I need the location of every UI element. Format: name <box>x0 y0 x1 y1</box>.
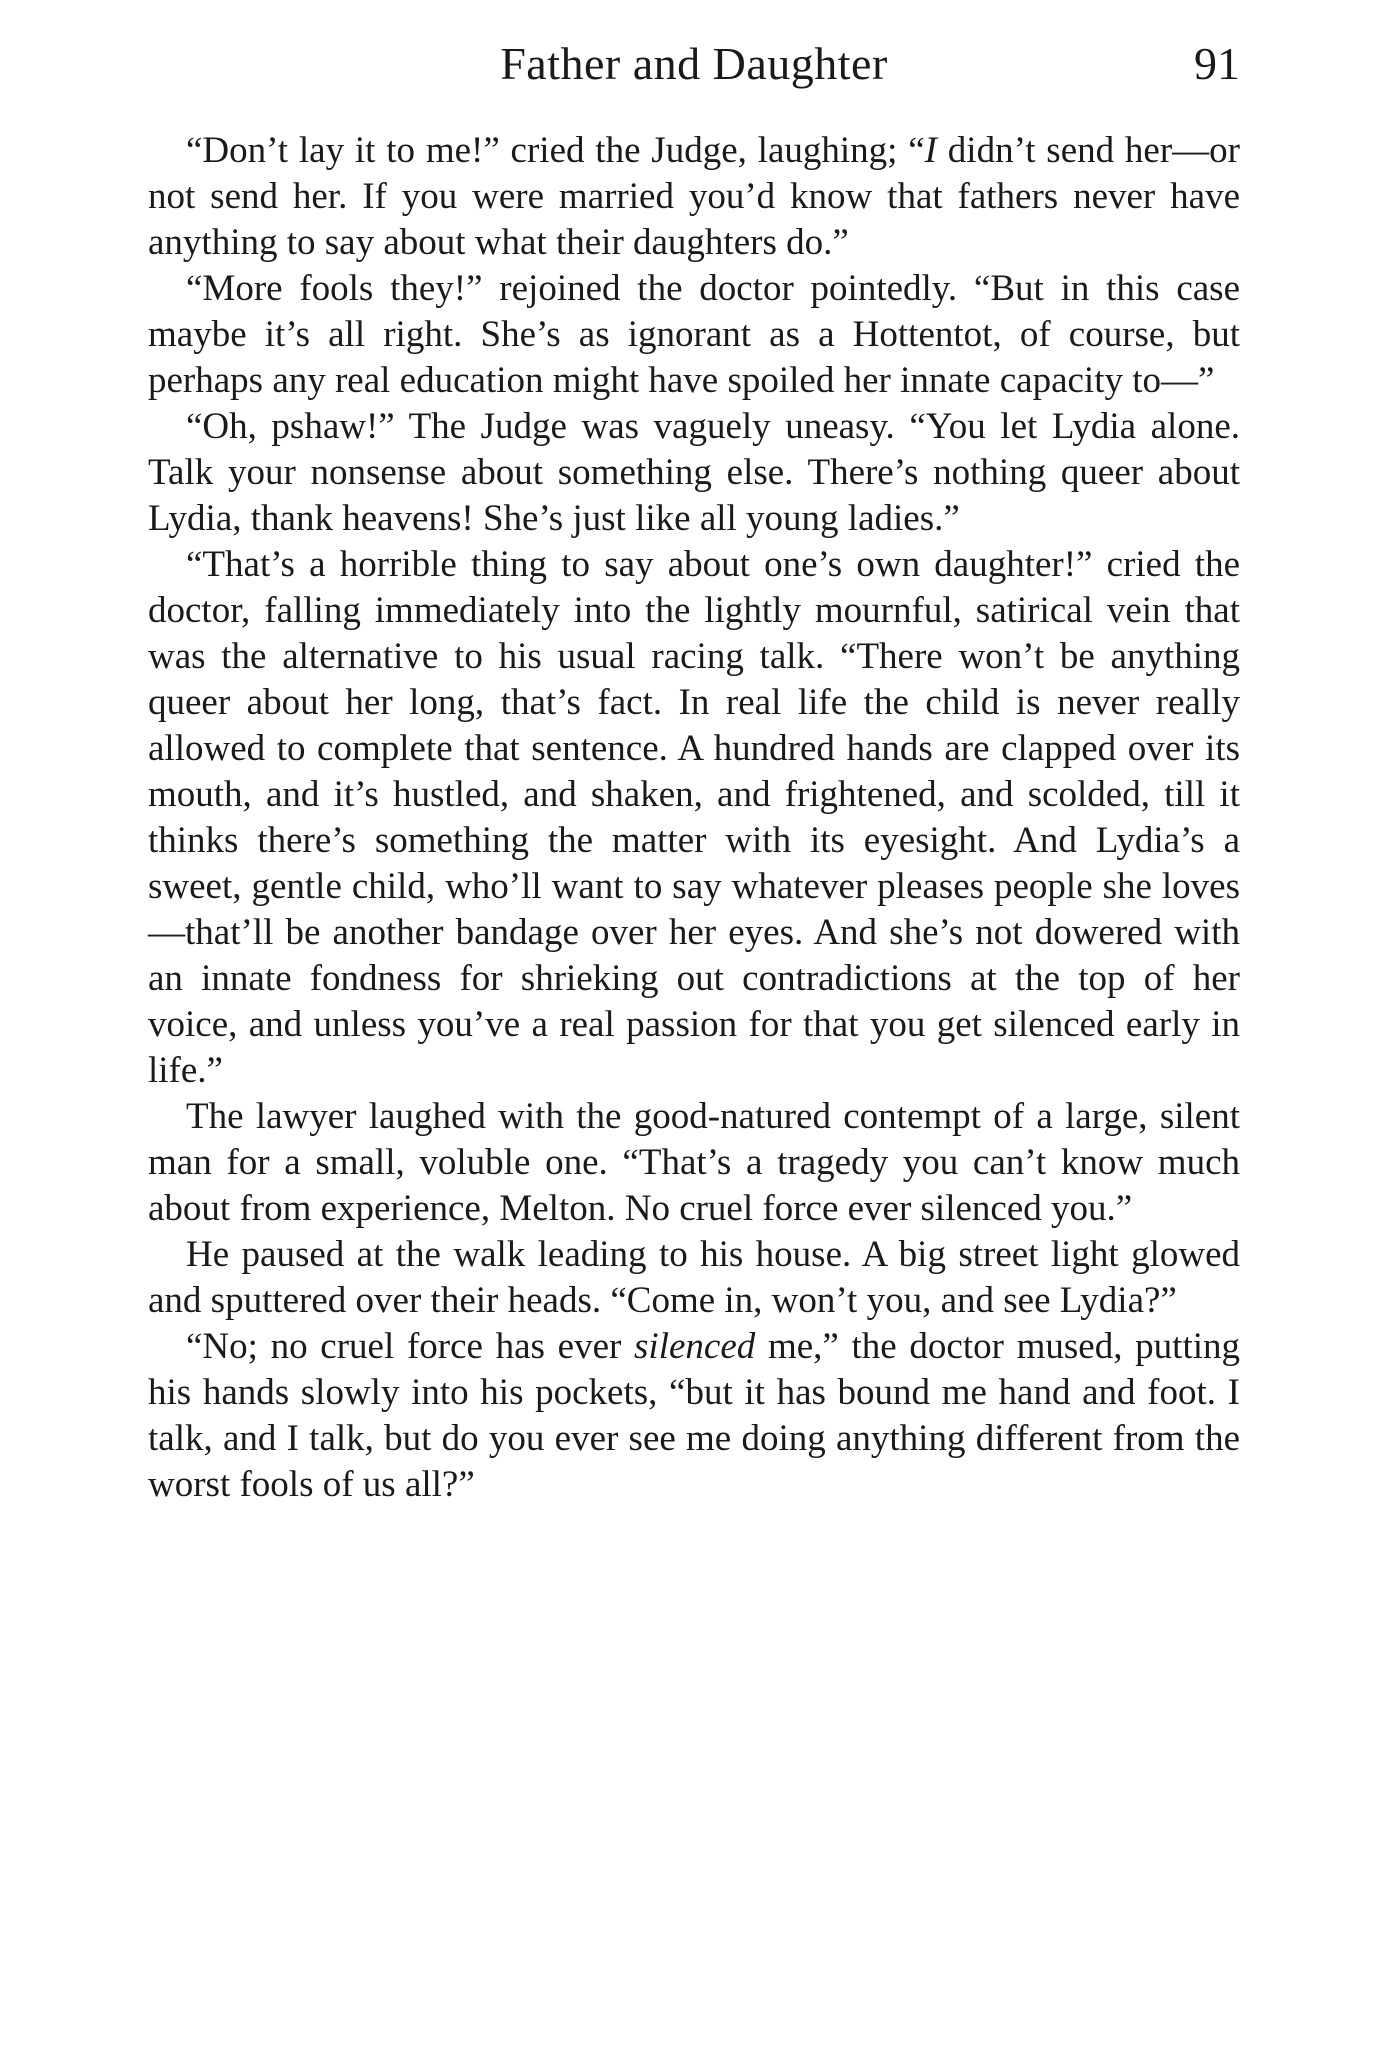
paragraph-text: “Don’t lay it to me!” cried the Judge, laughing; “ <box>186 130 925 171</box>
paragraph <box>148 542 1240 1094</box>
body-text <box>148 128 1240 1508</box>
emphasis-text: silenced <box>634 1326 756 1367</box>
paragraph-text: “More fools they!” rejoined the doctor pointedly. “But in this case maybe it’s all right. She’s as ignorant as a Hottentot, of course, but perhaps any real education might have spoiled her innate capacity to—” <box>148 268 1240 401</box>
paragraph <box>148 1324 1240 1508</box>
emphasis-text: I <box>924 130 937 171</box>
paragraph-text: He paused at the walk leading to his house. A big street light glowed and sputtered over their heads. “Come in, won’t you, and see Lydia?” <box>148 1234 1240 1321</box>
paragraph-text: “That’s a horrible thing to say about one’s own daughter!” cried the doctor, falling immediately into the lightly mournful, satirical vein that was the alternative to his usual racing talk. “There won’t be anything queer about her long, that’s fact. In real life the child is never really allowed to complete that sentence. A hundred hands are clapped over its mouth, and it’s hustled, and shaken, and frightened, and scolded, till it thinks there’s something the matter with its eyesight. And Lydia’s a sweet, gentle child, who’ll want to say whatever pleases people she loves—that’ll be another bandage over her eyes. And she’s not dowered with an innate fondness for shrieking out contradictions at the top of her voice, and unless you’ve a real passion for that you get silenced early in life.” <box>148 544 1240 1091</box>
paragraph <box>148 1094 1240 1232</box>
paragraph <box>148 128 1240 266</box>
running-header <box>148 34 1240 94</box>
paragraph-text: “Oh, pshaw!” The Judge was vaguely uneasy. “You let Lydia alone. Talk your nonsense about something else. There’s nothing queer about Lydia, thank heavens! She’s just like all young ladies.” <box>148 406 1240 539</box>
paragraph <box>148 404 1240 542</box>
paragraph <box>148 1232 1240 1324</box>
running-title: Father and Daughter <box>500 38 888 89</box>
page-number: 91 <box>1194 38 1240 89</box>
paragraph-text: “No; no cruel force has ever <box>186 1326 635 1367</box>
paragraph-text: me,” the doctor mused, putting his hands slowly into his pockets, “but it has bound me hand and foot. I talk, and I talk, but do you ever see me doing anything different from the worst fools of us all?” <box>148 1326 1241 1505</box>
paragraph <box>148 266 1240 404</box>
paragraph-text: didn’t send her—or not send her. If you were married you’d know that fathers never have anything to say about what their daughters do.” <box>148 130 1240 263</box>
paragraph-text: The lawyer laughed with the good-natured contempt of a large, silent man for a small, voluble one. “That’s a tragedy you can’t know much about from experience, Melton. No cruel force ever silenced you.” <box>148 1096 1240 1229</box>
